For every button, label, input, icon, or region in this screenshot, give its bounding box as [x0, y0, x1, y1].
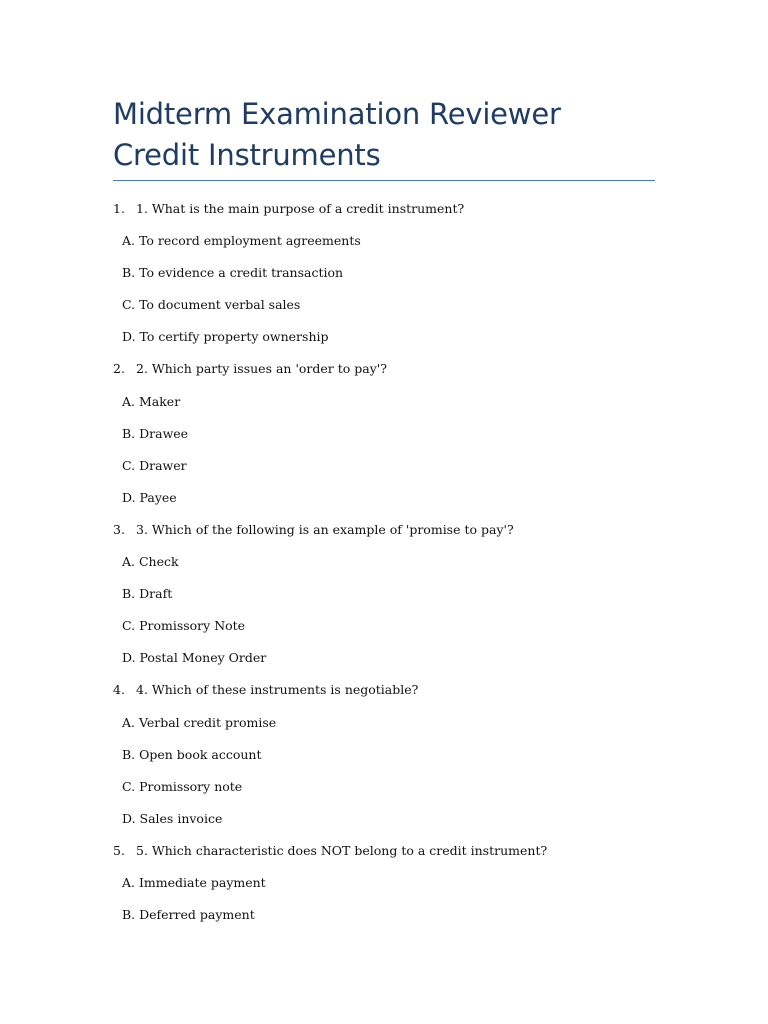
answer-option: C. Drawer: [122, 457, 187, 473]
answer-option: C. Promissory note: [122, 778, 243, 794]
question-item-4: [113, 679, 673, 711]
answer-option: A. Maker: [122, 393, 181, 409]
answer-option: B. Deferred payment: [122, 907, 255, 923]
question-number: 2.: [113, 361, 125, 377]
question-number: 4.: [113, 682, 125, 698]
question-number: 1.: [113, 201, 125, 216]
answer-option: A. Verbal credit promise: [122, 714, 277, 730]
answer-option: D. Payee: [122, 489, 177, 505]
title-line-2: Credit Instruments: [113, 138, 381, 172]
title-underline-rule: [113, 180, 655, 181]
question-text: 3. Which of the following is an example of 'promise to pay'?: [136, 521, 514, 537]
question-number: 5.: [113, 842, 125, 858]
answer-option: B. Open book account: [122, 746, 262, 762]
question-text: 5. Which characteristic does NOT belong to a credit instrument?: [136, 842, 548, 858]
document-title: [113, 94, 673, 176]
answer-option: C. To document verbal sales: [122, 297, 301, 313]
answer-option: B. To evidence a credit transaction: [122, 265, 344, 281]
answer-option: D. To certify property ownership: [122, 329, 329, 345]
answer-option: A. Immediate payment: [122, 874, 266, 890]
answer-option: D. Postal Money Order: [122, 650, 267, 666]
answer-option: A. To record employment agreements: [122, 233, 361, 249]
answer-option: D. Sales invoice: [122, 810, 223, 826]
question-item-5: [113, 840, 673, 872]
answer-option: A. Check: [122, 554, 179, 570]
question-item-1: [113, 198, 673, 230]
title-line-1: Midterm Examination Reviewer: [113, 97, 561, 131]
question-number: 3.: [113, 521, 125, 537]
question-item-3: [113, 519, 673, 551]
question-text: 1. What is the main purpose of a credit instrument?: [136, 201, 465, 216]
question-list: [113, 198, 673, 936]
answer-option: B. Draft: [122, 586, 173, 602]
question-text: 2. Which party issues an 'order to pay'?: [136, 361, 387, 377]
question-item-2: [113, 358, 673, 390]
question-text: 4. Which of these instruments is negotiable?: [136, 682, 419, 698]
answer-option: C. Promissory Note: [122, 618, 246, 634]
answer-option: B. Drawee: [122, 425, 189, 441]
